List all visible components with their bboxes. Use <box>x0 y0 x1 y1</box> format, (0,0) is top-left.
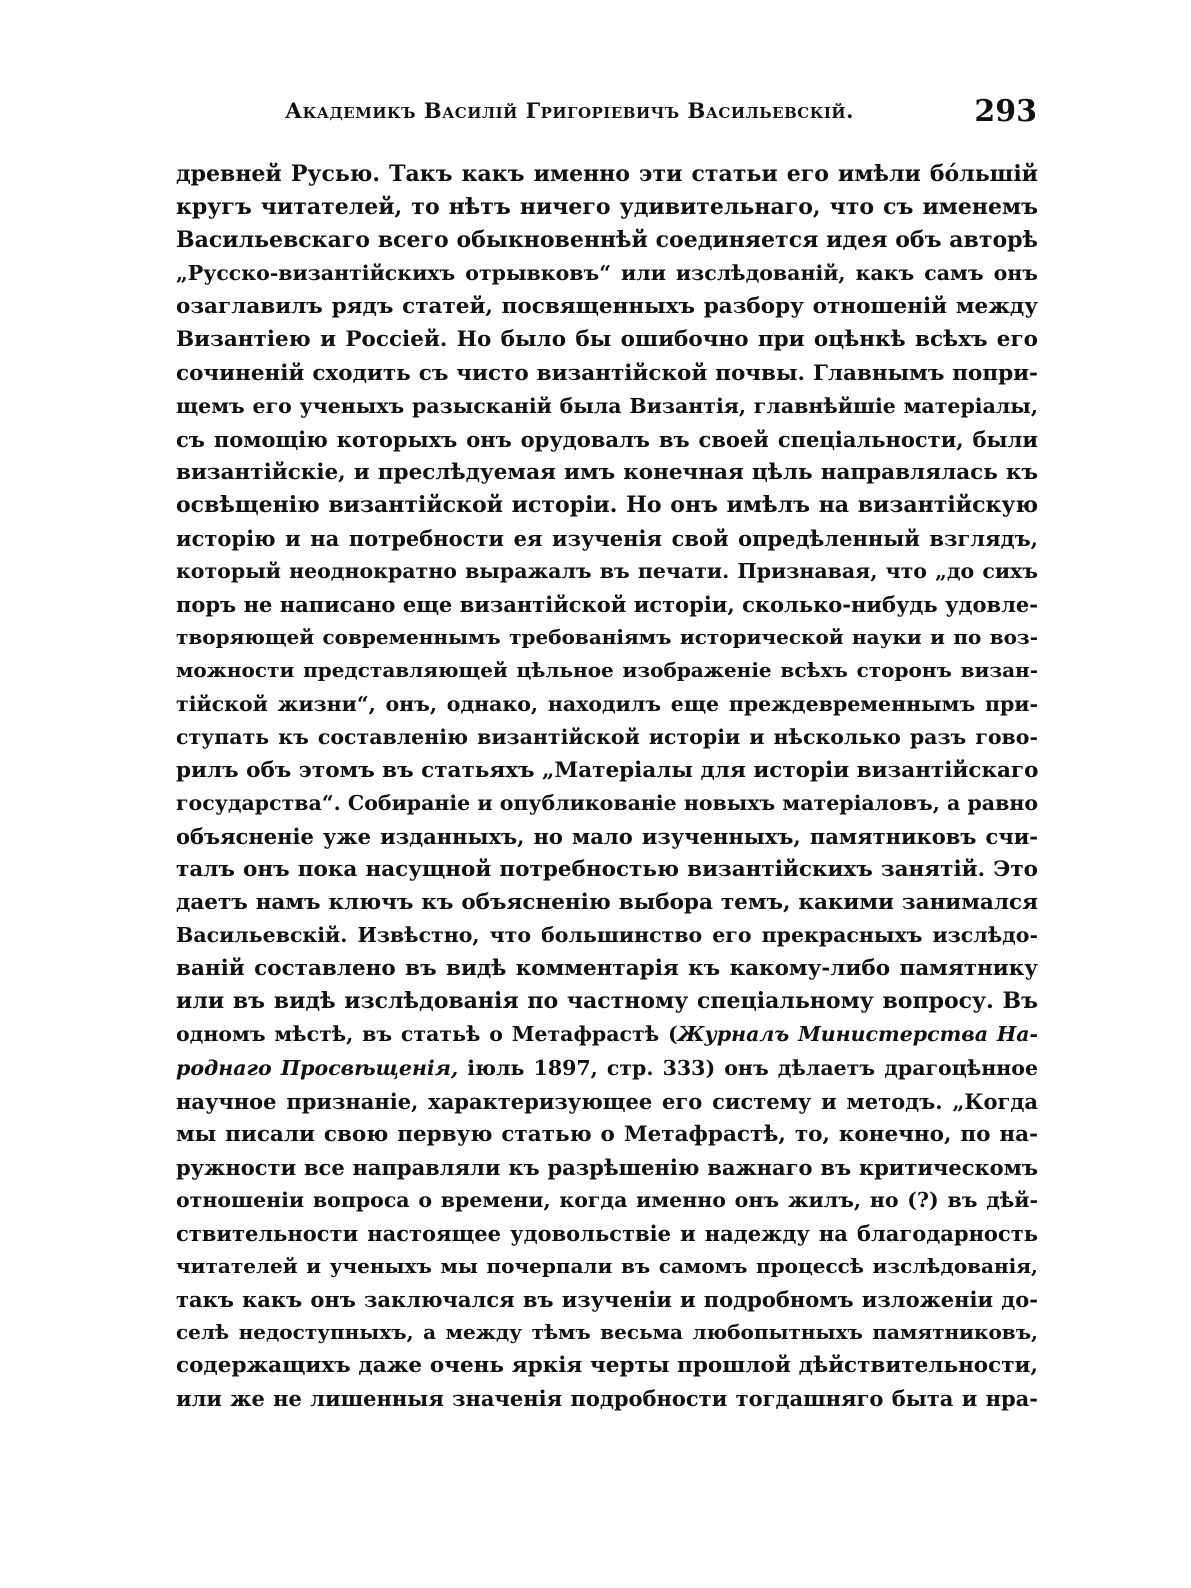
text-line: съ помощію которыхъ онъ орудовалъ въ своей спеціальности, были <box>176 426 1038 452</box>
text-line-with-citation <box>176 1052 1038 1085</box>
text-line: освѣщенію византійской исторіи. Но онъ имѣлъ на византійскую <box>176 491 1038 518</box>
text-line: Васильевскій. Извѣстно, что большинство его прекрасныхъ изслѣдо- <box>176 923 1038 948</box>
text-line: Византіею и Россіей. Но было бы ошибочно при оцѣнкѣ всѣхъ его <box>176 327 1038 353</box>
text-line: или въ видѣ изслѣдованія по частному спеціальному вопросу. Въ <box>176 988 1038 1015</box>
text-line: кругъ читателей, то нѣтъ ничего удивительнаго, что съ именемъ <box>176 194 1038 221</box>
text-line: талъ онъ пока насущной потребностью византійскихъ занятій. Это <box>176 856 1038 882</box>
text-line: содержащихъ даже очень яркія черты прошлой дѣйствительности, <box>176 1353 1038 1379</box>
text-line: ваній составлено въ видѣ комментарія къ какому-либо памятнику <box>176 956 1038 982</box>
citation-tail-text: іюль 1897, стр. 333) онъ дѣлаетъ драгоцѣнное <box>458 1055 1038 1080</box>
text-line: щемъ его ученыхъ разысканій была Византія, главнѣйшіе матеріалы, <box>176 393 1038 418</box>
citation-lead-text: одномъ мѣстѣ, въ статьѣ о Метафрастѣ ( <box>176 1022 678 1047</box>
text-line: ствительности настоящее удовольствіе и надежду на благодарность <box>176 1221 1038 1246</box>
text-line: объясненіе уже изданныхъ, но мало изученныхъ, памятниковъ счи- <box>176 823 1038 849</box>
text-line: отношеніи вопроса о времени, когда именно онъ жилъ, но (?) въ дѣй- <box>176 1187 1038 1212</box>
text-line: ружности все направляли къ разрѣшенію важнаго въ критическомъ <box>176 1154 1038 1180</box>
text-line: исторію и на потребности ея изученія свой опредѣленный взглядъ, <box>176 526 1038 552</box>
text-line: государства“. Собираніе и опубликованіе новыхъ матеріаловъ, а равно <box>176 790 1038 815</box>
text-line: Васильевскаго всего обыкновеннѣй соединяется идея объ авторѣ <box>176 227 1038 254</box>
text-line: мы писали свою первую статью о Метафрастѣ, то, конечно, по на- <box>176 1121 1038 1147</box>
text-line: даетъ намъ ключъ къ объясненію выбора темъ, какими занимался <box>176 890 1038 916</box>
text-line: который неоднократно выражалъ въ печати. Признавая, что „до сихъ <box>176 559 1038 584</box>
text-line: ступать къ составленію византійской исторіи и нѣсколько разъ гово- <box>176 724 1038 749</box>
text-line: рилъ объ этомъ въ статьяхъ „Матеріалы для исторіи византійскаго <box>176 757 1039 783</box>
text-line: или же не лишенныя значенія подробности тогдашняго быта и нра- <box>176 1386 1038 1412</box>
page-header <box>285 96 1037 132</box>
text-line-with-citation <box>176 1018 1038 1051</box>
text-line: читателей и ученыхъ мы почерпали въ самомъ процессѣ изслѣдованія, <box>176 1254 1038 1279</box>
text-line: поръ не написано еще византійской исторіи, сколько-нибудь удовле- <box>176 592 1038 618</box>
text-line: „Русско-византійскихъ отрывковъ“ или изслѣдованій, какъ самъ онъ <box>176 261 1038 286</box>
text-line: озаглавилъ рядъ статей, посвященныхъ разбору отношеній между <box>176 294 1038 320</box>
body-text <box>176 158 1038 1416</box>
page-number: 293 <box>974 94 1037 129</box>
running-title: Академикъ Василій Григоріевичъ Васильевскій. <box>285 98 854 123</box>
journal-title-italic: Журналъ Министерства На- <box>677 1022 1038 1047</box>
text-line: селѣ недоступныхъ, а между тѣмъ весьма любопытныхъ памятниковъ, <box>176 1320 1038 1345</box>
text-line: византійскіе, и преслѣдуемая имъ конечная цѣль направлялась къ <box>176 459 1038 485</box>
text-line: сочиненій сходить съ чисто византійской почвы. Главнымъ попри- <box>176 360 1038 386</box>
text-line: творяющей современнымъ требованіямъ исторической науки и по воз- <box>176 625 1038 650</box>
text-line: древней Русью. Такъ какъ именно эти статьи его имѣли бо́льшій <box>176 161 1038 187</box>
text-line: тійской жизни“, онъ, однако, находилъ еще преждевременнымъ при- <box>176 691 1038 716</box>
journal-title-italic-cont: роднаго Просвѣщенія, <box>176 1055 459 1080</box>
text-line: такъ какъ онъ заключался въ изученіи и подробномъ изложеніи до- <box>176 1287 1038 1313</box>
text-line: можности представляющей цѣльное изображеніе всѣхъ сторонъ визан- <box>176 658 1038 683</box>
text-line: научное признаніе, характеризующее его систему и методъ. „Когда <box>176 1088 1038 1114</box>
